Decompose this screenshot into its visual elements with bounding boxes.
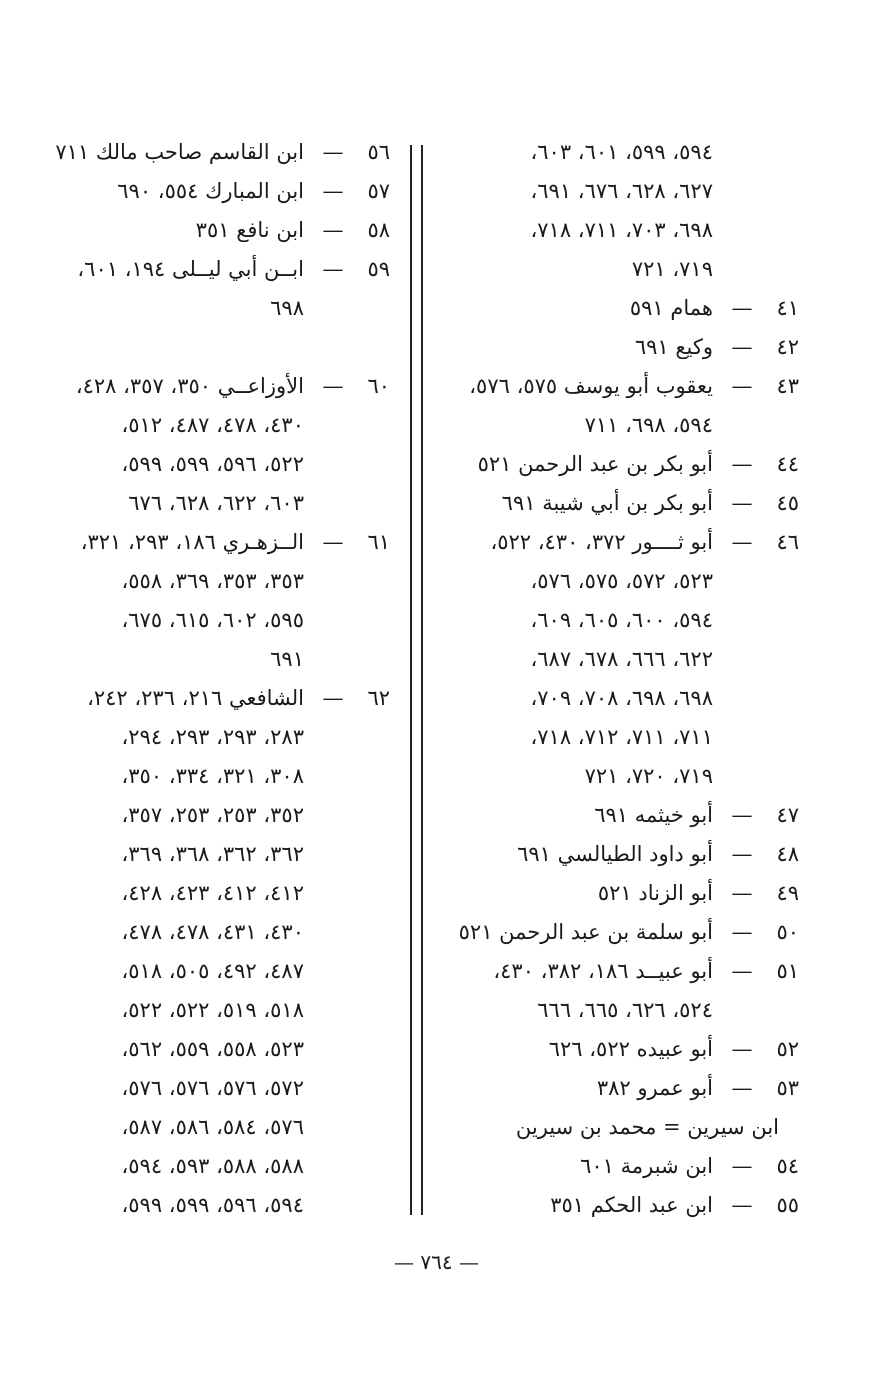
entry-dash: — bbox=[731, 491, 753, 515]
entry-dash: — bbox=[731, 1076, 753, 1100]
index-entry-line bbox=[40, 445, 390, 484]
index-entry-line bbox=[437, 640, 799, 679]
entry-page-continuation: ٣٥٢، ٢٥٣، ٢٥٣، ٣٥٧، bbox=[121, 803, 304, 827]
index-entry-line bbox=[40, 796, 390, 835]
entry-page-continuation: ٥٢٣، ٥٥٨، ٥٥٩، ٥٦٢، bbox=[121, 1037, 304, 1061]
index-entry-line bbox=[40, 718, 390, 757]
entry-dash: — bbox=[322, 257, 344, 281]
index-entry-line bbox=[40, 913, 390, 952]
entry-number: ٦٠ bbox=[367, 374, 390, 398]
index-entry-line bbox=[437, 874, 799, 913]
entry-dash: — bbox=[731, 452, 753, 476]
index-entry-line bbox=[437, 718, 799, 757]
index-entry-line bbox=[437, 1069, 799, 1108]
entry-page-continuation: ٧١١، ٧١١، ٧١٢، ٧١٨، bbox=[530, 725, 713, 749]
index-entry-line bbox=[437, 445, 799, 484]
index-entry-line bbox=[437, 1186, 799, 1225]
entry-number: ٥٧ bbox=[367, 179, 390, 203]
index-entry-line bbox=[437, 211, 799, 250]
index-entry-line bbox=[437, 484, 799, 523]
entry-page-continuation: ٥٩٤، ٦٠٠، ٦٠٥، ٦٠٩، bbox=[530, 608, 713, 632]
index-entry-line bbox=[40, 952, 390, 991]
entry-dash: — bbox=[731, 296, 753, 320]
entry-name-and-pages: أبو داود الطيالسي ٦٩١ bbox=[517, 842, 713, 866]
index-entry-line bbox=[40, 133, 390, 172]
entry-number: ٤٨ bbox=[776, 842, 799, 866]
index-entry-line bbox=[40, 172, 390, 211]
entry-page-continuation: ٦٩٨، ٧٠٣، ٧١١، ٧١٨، bbox=[530, 218, 713, 242]
entry-number: ٥٥ bbox=[776, 1193, 799, 1217]
index-entry-line bbox=[437, 952, 799, 991]
index-entry-line bbox=[40, 211, 390, 250]
entry-name-and-pages: أبو الزناد ٥٢١ bbox=[597, 881, 713, 905]
blank-line bbox=[40, 328, 390, 367]
index-entry-line bbox=[40, 679, 390, 718]
entry-number: ٥٢ bbox=[776, 1037, 799, 1061]
entry-number: ٤٦ bbox=[776, 530, 799, 554]
entry-dash: — bbox=[731, 842, 753, 866]
index-entry-line bbox=[437, 991, 799, 1030]
index-entry-line bbox=[40, 640, 390, 679]
entry-number: ٥٩ bbox=[367, 257, 390, 281]
entry-page-continuation: ٧١٩، ٧٢١ bbox=[631, 257, 713, 281]
index-entry-line bbox=[40, 406, 390, 445]
index-entry-line bbox=[437, 406, 799, 445]
entry-name-and-pages: الأوزاعــي ٣٥٠، ٣٥٧، ٤٢٨، bbox=[75, 374, 304, 398]
entry-name-and-pages: الشافعي ٢١٦، ٢٣٦، ٢٤٢، bbox=[87, 686, 304, 710]
entry-name-and-pages: ابن عبد الحكم ٣٥١ bbox=[550, 1193, 713, 1217]
entry-name-and-pages: ابــن أبي ليــلى ١٩٤، ٦٠١، bbox=[77, 257, 304, 281]
entry-number: ٤٣ bbox=[776, 374, 799, 398]
entry-page-continuation: ٣٦٢، ٣٦٢، ٣٦٨، ٣٦٩، bbox=[121, 842, 304, 866]
entry-dash: — bbox=[322, 140, 344, 164]
entry-dash: — bbox=[322, 530, 344, 554]
index-column-left bbox=[40, 133, 390, 1225]
index-column-right bbox=[437, 133, 799, 1225]
entry-number: ٦٢ bbox=[367, 686, 390, 710]
entry-dash: — bbox=[731, 1154, 753, 1178]
index-entry-line bbox=[40, 835, 390, 874]
entry-page-continuation: ٥٩٤، ٥٩٩، ٦٠١، ٦٠٣، bbox=[530, 140, 713, 164]
index-entry-line bbox=[437, 523, 799, 562]
entry-dash: — bbox=[731, 530, 753, 554]
index-entry-line bbox=[437, 250, 799, 289]
index-entry-line bbox=[40, 562, 390, 601]
entry-page-continuation: ٥٢٢، ٥٩٦، ٥٩٩، ٥٩٩، bbox=[121, 452, 304, 476]
entry-page-continuation: ٥٢٣، ٥٧٢، ٥٧٥، ٥٧٦، bbox=[530, 569, 713, 593]
entry-number: ٥٣ bbox=[776, 1076, 799, 1100]
entry-name-and-pages: أبو عمرو ٣٨٢ bbox=[596, 1076, 713, 1100]
entry-number: ٥٠ bbox=[776, 920, 799, 944]
index-entry-line bbox=[40, 523, 390, 562]
index-entry-line bbox=[437, 835, 799, 874]
index-entry-line bbox=[437, 796, 799, 835]
index-entry-line bbox=[40, 484, 390, 523]
index-entry-line bbox=[40, 289, 390, 328]
entry-name-and-pages: أبو ثــــور ٣٧٢، ٤٣٠، ٥٢٢، bbox=[490, 530, 713, 554]
entry-number: ٥٦ bbox=[367, 140, 390, 164]
entry-number: ٦١ bbox=[367, 530, 390, 554]
entry-dash: — bbox=[322, 374, 344, 398]
entry-name-and-pages: أبو عبيده ٥٢٢، ٦٢٦ bbox=[548, 1037, 713, 1061]
entry-name-and-pages: أبو خيثمه ٦٩١ bbox=[594, 803, 713, 827]
entry-number: ٤٩ bbox=[776, 881, 799, 905]
index-entry-line bbox=[40, 1186, 390, 1225]
entry-name-and-pages: أبو عبيــد ١٨٦، ٣٨٢، ٤٣٠، bbox=[493, 959, 713, 983]
index-entry-line bbox=[40, 874, 390, 913]
entry-page-continuation: ٤١٢، ٤١٢، ٤٢٣، ٤٢٨، bbox=[121, 881, 304, 905]
index-entry-line bbox=[437, 562, 799, 601]
page-number: — ٧٦٤ — bbox=[394, 1250, 479, 1274]
index-entry-line bbox=[437, 289, 799, 328]
entry-dash: — bbox=[731, 335, 753, 359]
index-entry-line bbox=[437, 1108, 799, 1147]
index-entry-line bbox=[437, 757, 799, 796]
entry-dash: — bbox=[322, 218, 344, 242]
entry-name-and-pages: همام ٥٩١ bbox=[629, 296, 713, 320]
index-entry-line bbox=[437, 133, 799, 172]
entry-page-continuation: ٥١٨، ٥١٩، ٥٢٢، ٥٢٢، bbox=[121, 998, 304, 1022]
entry-page-continuation: ابن سيرين = محمد بن سيرين bbox=[515, 1115, 779, 1139]
index-entry-line bbox=[40, 1108, 390, 1147]
entry-page-continuation: ٦٩٨، ٦٩٨، ٧٠٨، ٧٠٩، bbox=[530, 686, 713, 710]
entry-page-continuation: ٥٨٨، ٥٨٨، ٥٩٣، ٥٩٤، bbox=[121, 1154, 304, 1178]
entry-page-continuation: ٦٩٨ bbox=[270, 296, 304, 320]
index-entry-line bbox=[40, 601, 390, 640]
entry-page-continuation: ٥٩٤، ٦٩٨، ٧١١ bbox=[584, 413, 713, 437]
entry-number: ٤٥ bbox=[776, 491, 799, 515]
index-entry-line bbox=[437, 172, 799, 211]
entry-page-continuation: ٢٨٣، ٢٩٣، ٢٩٣، ٢٩٤، bbox=[121, 725, 304, 749]
entry-dash: — bbox=[322, 179, 344, 203]
entry-name-and-pages: يعقوب أبو يوسف ٥٧٥، ٥٧٦، bbox=[469, 374, 713, 398]
entry-name-and-pages: وكيع ٦٩١ bbox=[634, 335, 713, 359]
entry-name-and-pages: ابن شبرمة ٦٠١ bbox=[580, 1154, 713, 1178]
entry-dash: — bbox=[731, 920, 753, 944]
entry-dash: — bbox=[731, 1037, 753, 1061]
index-entry-line bbox=[40, 367, 390, 406]
index-entry-line bbox=[40, 1069, 390, 1108]
index-entry-line bbox=[437, 1030, 799, 1069]
entry-name-and-pages: أبو سلمة بن عبد الرحمن ٥٢١ bbox=[458, 920, 713, 944]
entry-page-continuation: ٤٣٠، ٤٧٨، ٤٨٧، ٥١٢، bbox=[121, 413, 304, 437]
entry-page-continuation: ٣٠٨، ٣٢١، ٣٣٤، ٣٥٠، bbox=[121, 764, 304, 788]
entry-dash: — bbox=[731, 803, 753, 827]
entry-number: ٤٢ bbox=[776, 335, 799, 359]
entry-number: ٥٨ bbox=[367, 218, 390, 242]
entry-page-continuation: ٥٧٢، ٥٧٦، ٥٧٦، ٥٧٦، bbox=[121, 1076, 304, 1100]
entry-number: ٥٤ bbox=[776, 1154, 799, 1178]
entry-name-and-pages: أبو بكر بن أبي شيبة ٦٩١ bbox=[501, 491, 713, 515]
entry-name-and-pages: أبو بكر بن عبد الرحمن ٥٢١ bbox=[477, 452, 713, 476]
entry-page-continuation: ٦٩١ bbox=[270, 647, 304, 671]
entry-name-and-pages: ابن نافع ٣٥١ bbox=[195, 218, 304, 242]
entry-page-continuation: ٤٣٠، ٤٣١، ٤٧٨، ٤٧٨، bbox=[121, 920, 304, 944]
entry-page-continuation: ٦٢٧، ٦٢٨، ٦٧٦، ٦٩١، bbox=[530, 179, 713, 203]
entry-dash: — bbox=[322, 686, 344, 710]
index-entry-line bbox=[40, 1147, 390, 1186]
index-entry-line bbox=[40, 991, 390, 1030]
index-entry-line bbox=[437, 679, 799, 718]
entry-page-continuation: ٦٢٢، ٦٦٦، ٦٧٨، ٦٨٧، bbox=[530, 647, 713, 671]
entry-page-continuation: ٣٥٣، ٣٥٣، ٣٦٩، ٥٥٨، bbox=[121, 569, 304, 593]
entry-number: ٥١ bbox=[776, 959, 799, 983]
entry-page-continuation: ٧١٩، ٧٢٠، ٧٢١ bbox=[584, 764, 713, 788]
entry-name-and-pages: الــزهـري ١٨٦، ٢٩٣، ٣٢١، bbox=[80, 530, 304, 554]
entry-name-and-pages: ابن المبارك ٥٥٤، ٦٩٠ bbox=[117, 179, 304, 203]
entry-page-continuation: ٤٨٧، ٤٩٢، ٥٠٥، ٥١٨، bbox=[121, 959, 304, 983]
entry-dash: — bbox=[731, 1193, 753, 1217]
entry-page-continuation: ٥٧٦، ٥٨٤، ٥٨٦، ٥٨٧، bbox=[121, 1115, 304, 1139]
entry-name-and-pages: ابن القاسم صاحب مالك ٧١١ bbox=[55, 140, 304, 164]
index-entry-line bbox=[437, 913, 799, 952]
index-entry-line bbox=[437, 1147, 799, 1186]
index-entry-line bbox=[437, 367, 799, 406]
entry-page-continuation: ٦٠٣، ٦٢٢، ٦٢٨، ٦٧٦ bbox=[128, 491, 304, 515]
index-entry-line bbox=[437, 601, 799, 640]
entry-dash: — bbox=[731, 881, 753, 905]
index-entry-line bbox=[40, 250, 390, 289]
entry-number: ٤٤ bbox=[776, 452, 799, 476]
entry-dash: — bbox=[731, 374, 753, 398]
column-divider bbox=[410, 145, 412, 1215]
index-entry-line bbox=[40, 757, 390, 796]
entry-number: ٤١ bbox=[776, 296, 799, 320]
entry-dash: — bbox=[731, 959, 753, 983]
entry-number: ٤٧ bbox=[776, 803, 799, 827]
column-divider bbox=[421, 145, 423, 1215]
index-entry-line bbox=[437, 328, 799, 367]
entry-page-continuation: ٥٢٤، ٦٢٦، ٦٦٥، ٦٦٦ bbox=[537, 998, 713, 1022]
index-entry-line bbox=[40, 1030, 390, 1069]
entry-page-continuation: ٥٩٤، ٥٩٦، ٥٩٩، ٥٩٩، bbox=[121, 1193, 304, 1217]
entry-page-continuation: ٥٩٥، ٦٠٢، ٦١٥، ٦٧٥، bbox=[121, 608, 304, 632]
